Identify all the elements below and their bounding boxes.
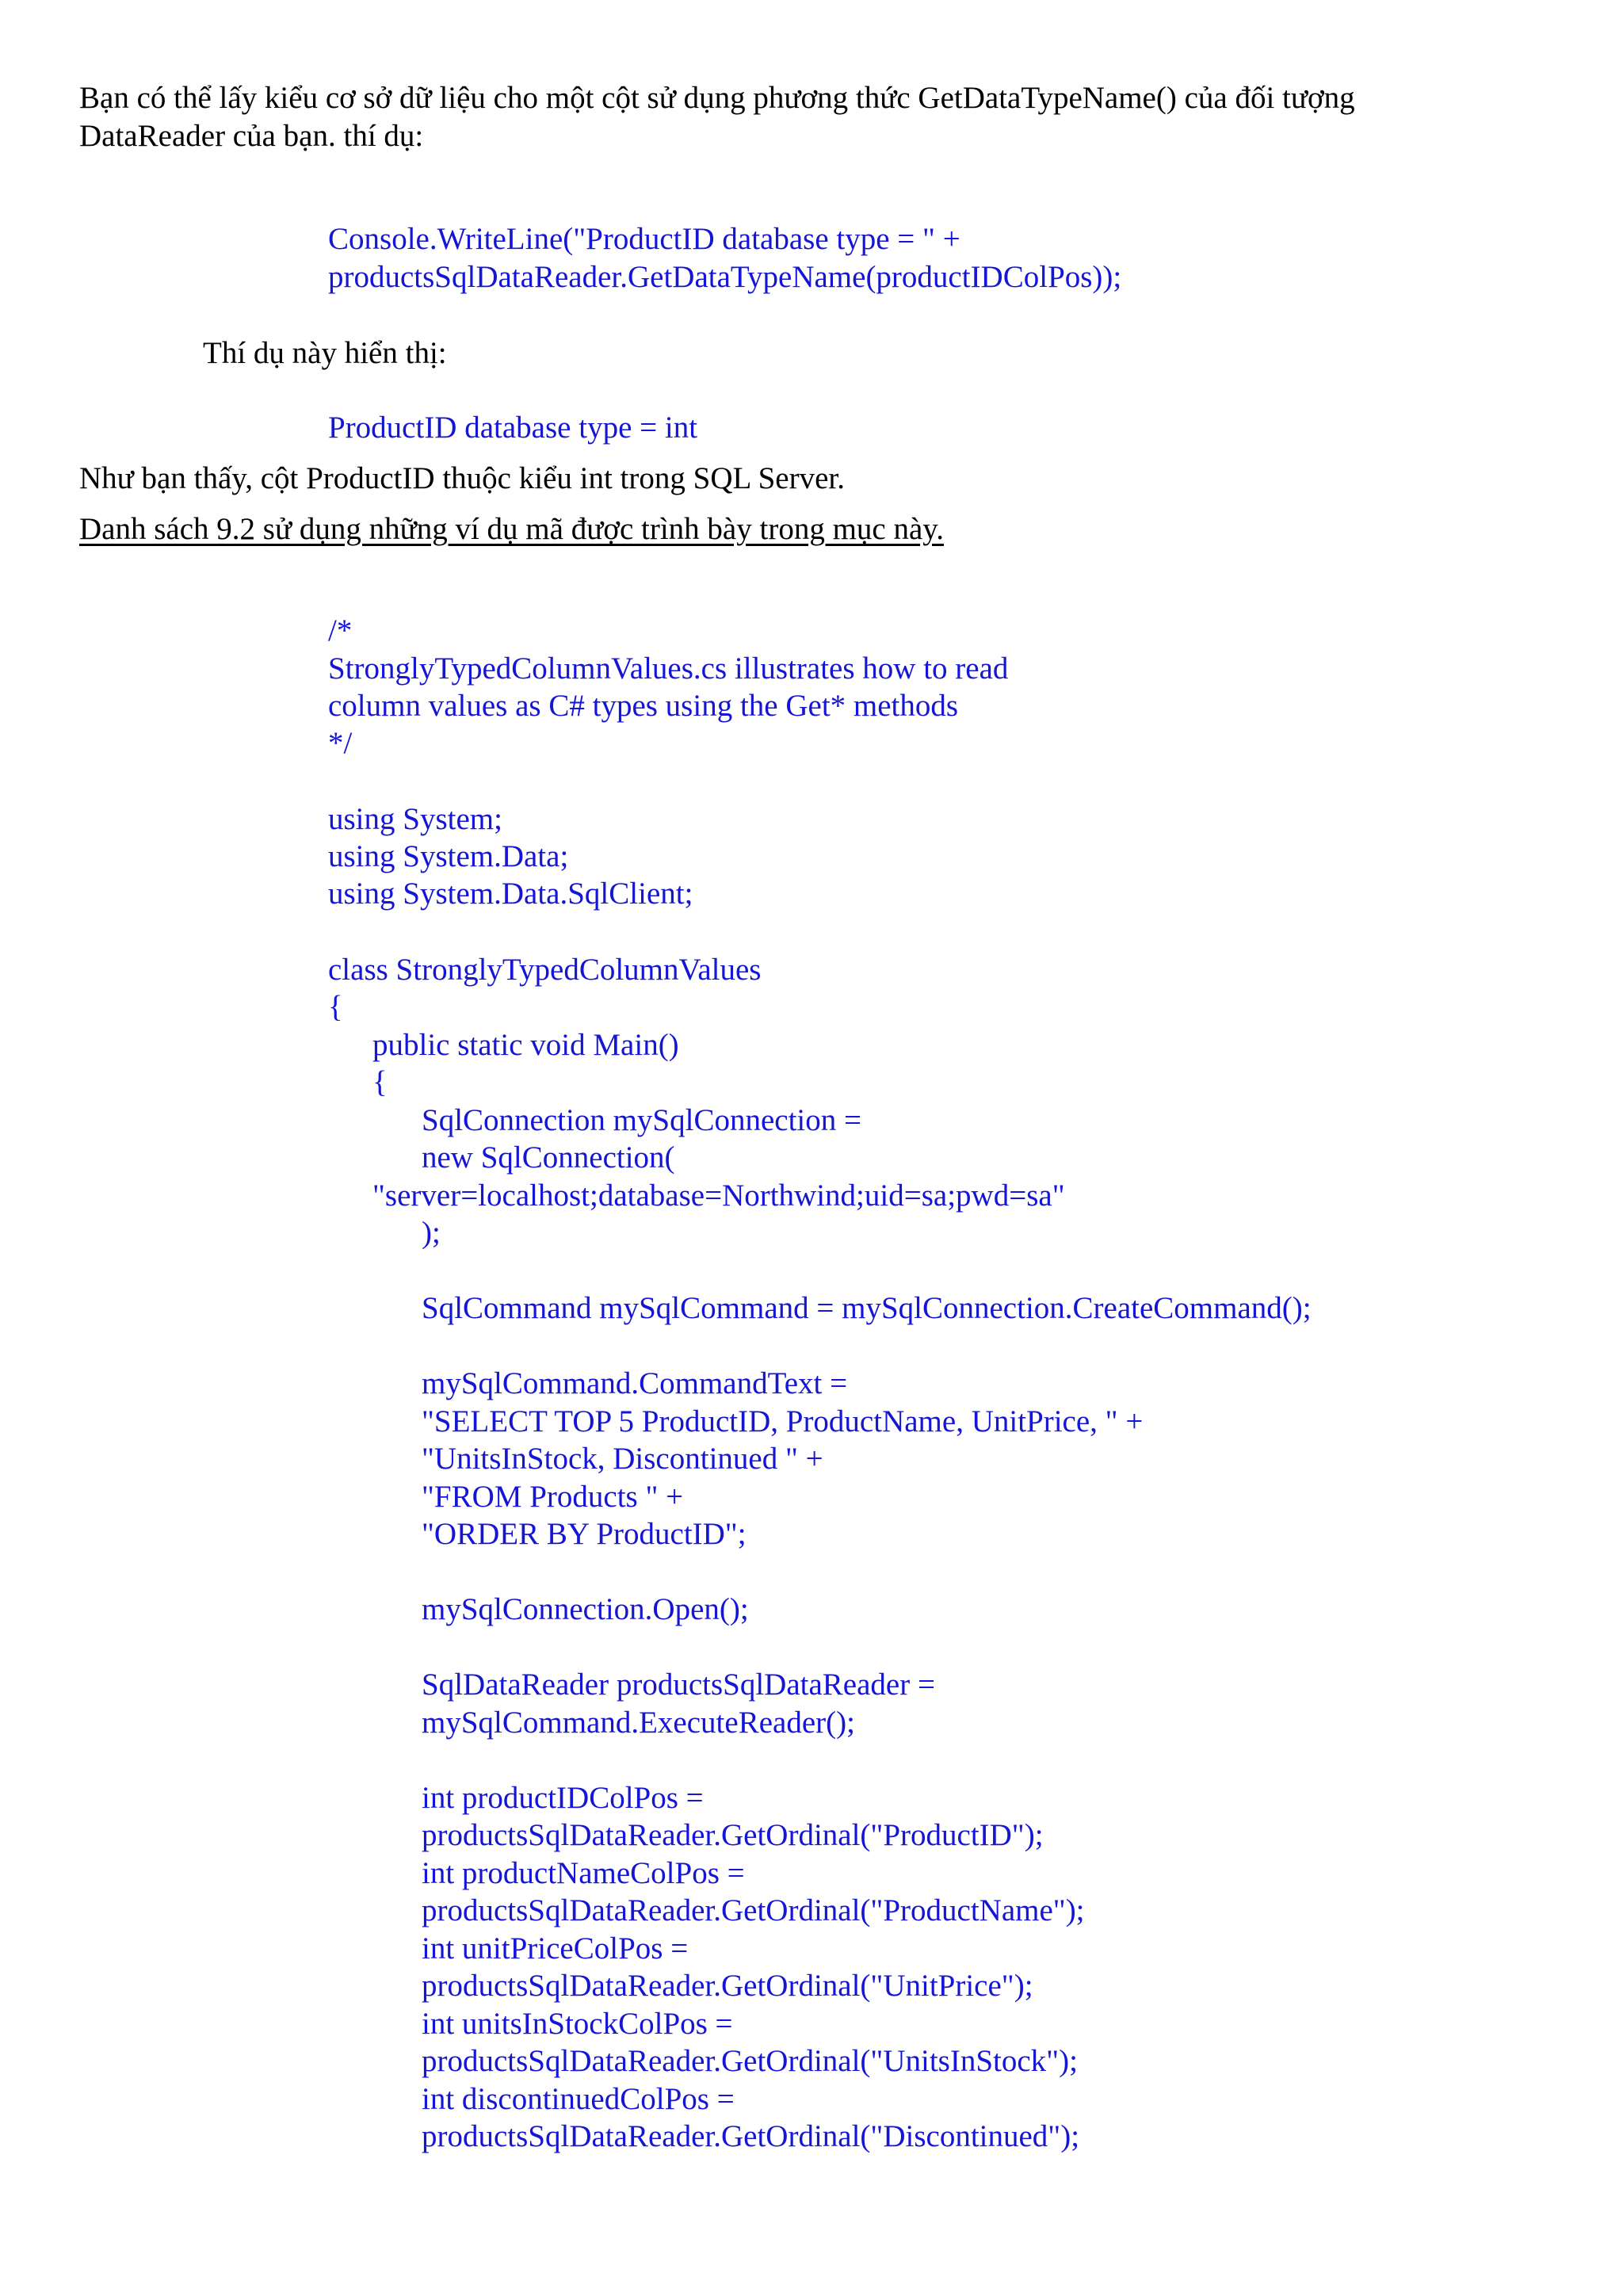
code-line: int productIDColPos = (422, 1781, 704, 1815)
code-line: productsSqlDataReader.GetOrdinal("UnitsInStock"); (422, 2044, 1078, 2078)
code-line: productsSqlDataReader.GetOrdinal("ProductName"); (422, 1893, 1085, 1927)
intro-line-2: DataReader của bạn. thí dụ: (79, 119, 424, 153)
intro-line-1: Bạn có thể lấy kiểu cơ sở dữ liệu cho một cột sử dụng phương thức GetDataTypeName() của đối tượng (79, 81, 1355, 115)
conclusion: Như bạn thấy, cột ProductID thuộc kiểu int trong SQL Server. (79, 461, 845, 495)
code-line: ); (422, 1216, 441, 1250)
code-line: mySqlConnection.Open(); (422, 1592, 749, 1626)
code-line: SqlDataReader productsSqlDataReader = (422, 1668, 935, 1702)
code-line: StronglyTypedColumnValues.cs illustrates how to read (328, 651, 1009, 686)
code-line: mySqlCommand.CommandText = (422, 1366, 848, 1400)
code-line: public static void Main() (372, 1028, 679, 1062)
code-line: */ (328, 726, 353, 760)
code-line: "UnitsInStock, Discontinued " + (422, 1442, 823, 1476)
code-line: using System; (328, 802, 502, 836)
code-line: mySqlCommand.ExecuteReader(); (422, 1706, 855, 1740)
listing-caption: Danh sách 9.2 sử dụng những ví dụ mã được trình bày trong mục này. (79, 512, 944, 546)
code-line: class StronglyTypedColumnValues (328, 953, 762, 987)
code-line: /* (328, 613, 353, 648)
example-output: ProductID database type = int (328, 411, 698, 445)
code-line: { (328, 990, 343, 1024)
code-line: "FROM Products " + (422, 1480, 684, 1514)
example-code-line-1: Console.WriteLine("ProductID database type = " + (328, 222, 960, 256)
code-line: SqlCommand mySqlCommand = mySqlConnection.CreateCommand(); (422, 1291, 1312, 1325)
code-line: int unitPriceColPos = (422, 1931, 689, 1966)
code-line: "server=localhost;database=Northwind;uid=sa;pwd=sa" (372, 1179, 1065, 1213)
code-line: new SqlConnection( (422, 1140, 675, 1175)
code-line: int productNameColPos = (422, 1856, 745, 1890)
code-line: using System.Data.SqlClient; (328, 877, 693, 911)
code-line: productsSqlDataReader.GetOrdinal("ProductID"); (422, 1818, 1044, 1852)
example-code-line-2: productsSqlDataReader.GetDataTypeName(productIDColPos)); (328, 260, 1122, 294)
code-line: productsSqlDataReader.GetOrdinal("UnitPrice"); (422, 1969, 1033, 2003)
code-line: "ORDER BY ProductID"; (422, 1517, 747, 1551)
code-line: { (372, 1065, 388, 1099)
code-line: productsSqlDataReader.GetOrdinal("Discontinued"); (422, 2119, 1080, 2153)
code-line: int unitsInStockColPos = (422, 2007, 733, 2041)
code-line: column values as C# types using the Get* methods (328, 689, 959, 723)
example-intro: Thí dụ này hiển thị: (203, 336, 447, 370)
code-line: "SELECT TOP 5 ProductID, ProductName, UnitPrice, " + (422, 1404, 1144, 1438)
code-line: using System.Data; (328, 839, 569, 873)
code-line: int discontinuedColPos = (422, 2082, 735, 2116)
code-line: SqlConnection mySqlConnection = (422, 1103, 861, 1137)
